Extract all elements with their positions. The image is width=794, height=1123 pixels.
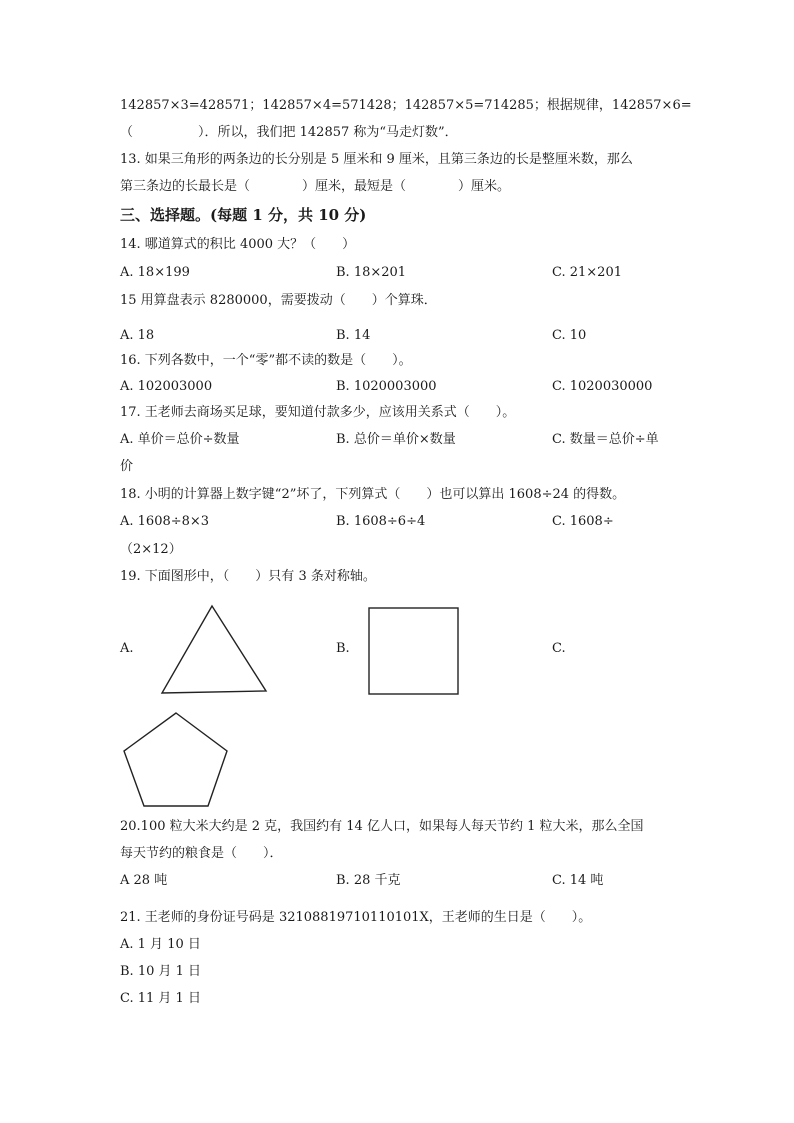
question-16-stem: 16. 下列各数中，一个“零”都不读的数是（ ）。	[120, 353, 412, 368]
section-3-heading: 三、选择题。(每题 1 分，共 10 分)	[120, 206, 367, 224]
question-19-option-c[interactable]: C.	[552, 641, 566, 656]
question-15-option-a[interactable]: A. 18	[120, 328, 155, 343]
question-18-option-c[interactable]: C. 1608÷	[552, 514, 614, 529]
question-15-option-b[interactable]: B. 14	[336, 328, 371, 343]
question-18-option-c-wrap: （2×12）	[120, 542, 182, 557]
question-15-stem: 15 用算盘表示 8280000，需要拨动（ ）个算珠．	[120, 293, 437, 308]
question-14-option-a[interactable]: A. 18×199	[120, 265, 190, 280]
question-17-option-b[interactable]: B. 总价＝单价×数量	[336, 432, 456, 447]
question-16-option-c[interactable]: C. 1020030000	[552, 379, 653, 394]
question-20-option-c[interactable]: C. 14 吨	[552, 873, 604, 888]
question-20-stem-line2: 每天节约的粮食是（ ）．	[120, 846, 283, 861]
pattern-line: 142857×3=428571；142857×4=571428；142857×5=714285；根据规律，142857×6=	[120, 98, 692, 113]
square-figure	[366, 605, 462, 697]
question-17-option-a[interactable]: A. 单价＝总价÷数量	[120, 432, 240, 447]
question-18-option-b[interactable]: B. 1608÷6÷4	[336, 514, 426, 529]
question-14-stem: 14. 哪道算式的积比 4000 大？（ ）	[120, 237, 356, 252]
pentagon-figure	[120, 710, 230, 810]
question-20-option-b[interactable]: B. 28 千克	[336, 873, 401, 888]
pattern-answer-line: （ ）．所以，我们把 142857 称为“马走灯数”．	[120, 125, 458, 140]
triangle-figure	[158, 603, 270, 695]
question-20-stem-line1: 20.100 粒大米大约是 2 克，我国约有 14 亿人口，如果每人每天节约 1 粒大米，那么全国	[120, 819, 644, 834]
question-20-option-a[interactable]: A 28 吨	[120, 873, 168, 888]
question-21-stem: 21. 王老师的身份证号码是 32108819710110101X，王老师的生日是（ ）。	[120, 910, 592, 925]
question-15-option-c[interactable]: C. 10	[552, 328, 587, 343]
question-14-option-c[interactable]: C. 21×201	[552, 265, 622, 280]
question-18-stem: 18. 小明的计算器上数字键“2”坏了，下列算式（ ）也可以算出 1608÷24 的得数。	[120, 487, 626, 502]
question-13-line1: 13. 如果三角形的两条边的长分别是 5 厘米和 9 厘米，且第三条边的长是整厘米数，那么	[120, 152, 633, 167]
question-19-stem: 19. 下面图形中，（ ）只有 3 条对称轴。	[120, 569, 376, 584]
question-21-option-a[interactable]: A. 1 月 10 日	[120, 937, 201, 952]
question-21-option-c[interactable]: C. 11 月 1 日	[120, 991, 201, 1006]
question-17-stem: 17. 王老师去商场买足球，要知道付款多少，应该用关系式（ ）。	[120, 405, 516, 420]
question-19-option-a[interactable]: A.	[120, 641, 134, 656]
question-17-option-c-wrap: 价	[120, 459, 134, 474]
question-19-option-b[interactable]: B.	[336, 641, 350, 656]
question-21-option-b[interactable]: B. 10 月 1 日	[120, 964, 202, 979]
question-18-option-a[interactable]: A. 1608÷8×3	[120, 514, 210, 529]
question-17-option-c[interactable]: C. 数量＝总价÷单	[552, 432, 659, 447]
question-16-option-a[interactable]: A. 102003000	[120, 379, 213, 394]
question-13-line2: 第三条边的长最长是（ ）厘米，最短是（ ）厘米。	[120, 179, 511, 194]
question-16-option-b[interactable]: B. 1020003000	[336, 379, 437, 394]
question-14-option-b[interactable]: B. 18×201	[336, 265, 407, 280]
